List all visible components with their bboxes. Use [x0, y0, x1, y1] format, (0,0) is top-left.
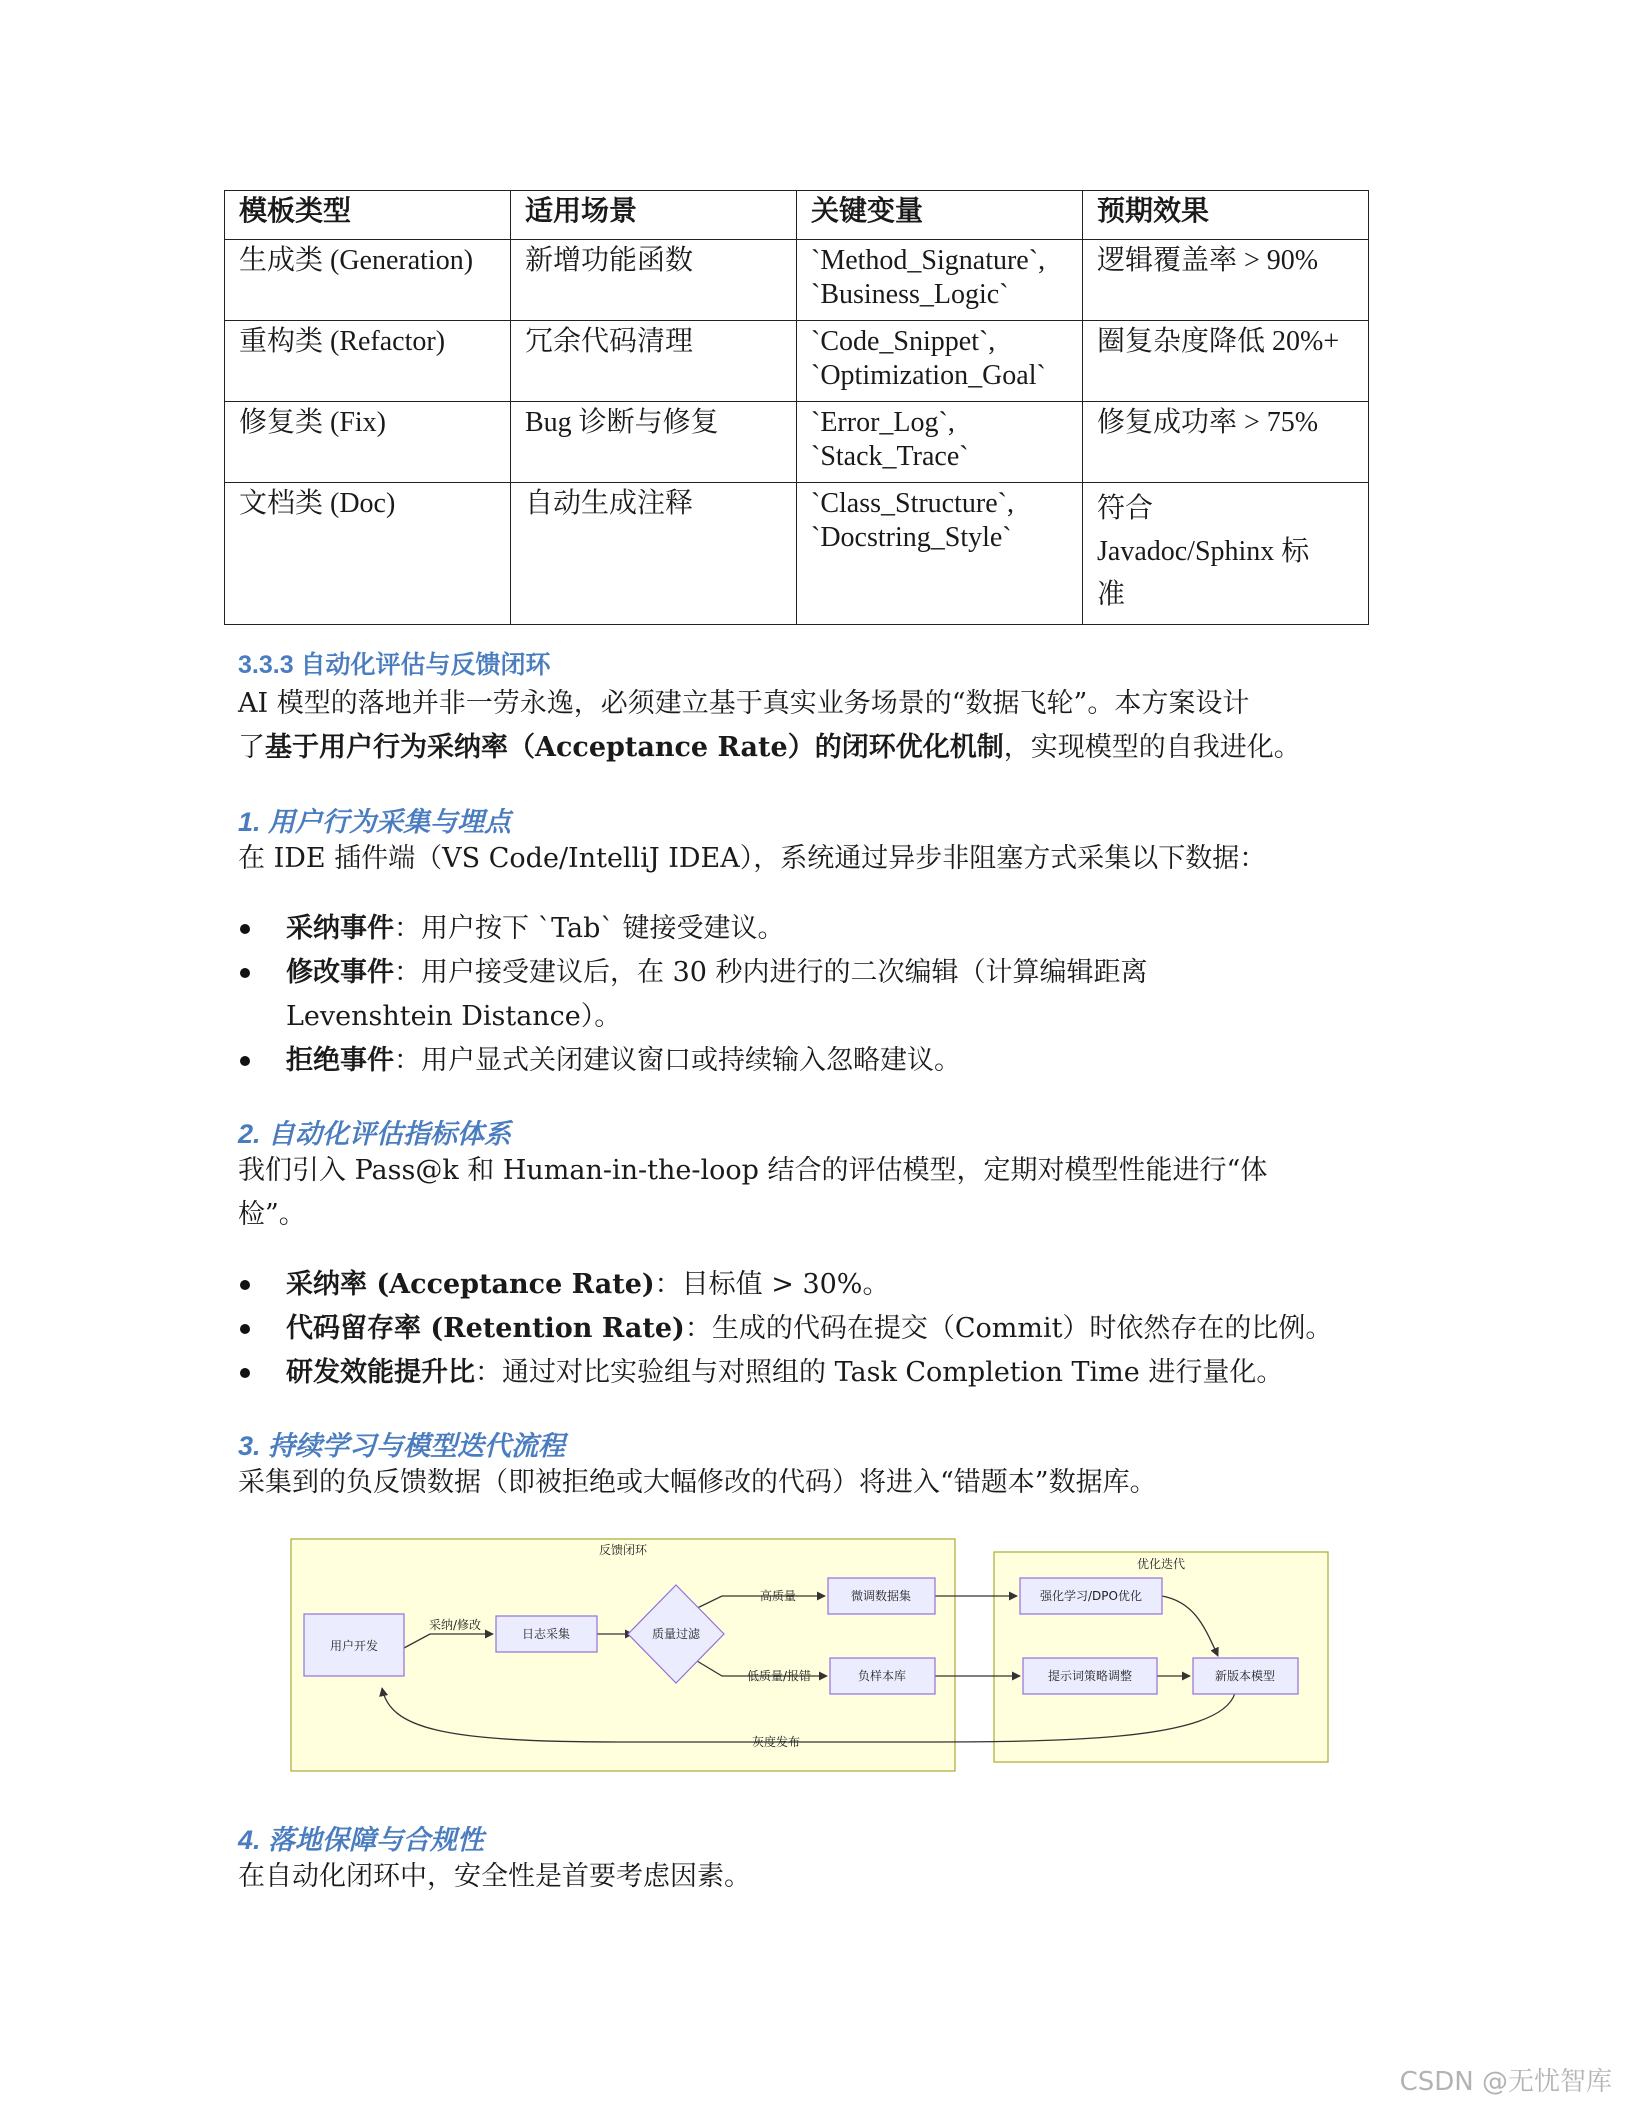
cell-var-line: `Docstring_Style` [811, 522, 1012, 553]
cell-vars [797, 240, 1083, 321]
list-item [238, 951, 1368, 1039]
bullet-dot [240, 1368, 250, 1378]
subheading-4: 4. 落地保障与合规性 [238, 1825, 485, 1855]
sub2-text [238, 1149, 1368, 1237]
bullet-label: 采纳事件 [286, 913, 394, 944]
edge-label-low-quality: 低质量/报错 [746, 1669, 812, 1683]
bullet-text: ：用户按下 `Tab` 键接受建议。 [394, 913, 785, 944]
table-row [225, 402, 1369, 483]
section-heading: 3.3.3 自动化评估与反馈闭环 [238, 651, 551, 679]
node-new-model-label: 新版本模型 [1214, 1669, 1276, 1683]
watermark: CSDN @无忧智库 [1399, 2067, 1612, 2097]
table-row [225, 240, 1369, 321]
cell-type: 修复类 (Fix) [225, 402, 511, 483]
cell-type: 生成类 (Generation) [225, 240, 511, 321]
header-scene: 适用场景 [511, 191, 797, 240]
cell-var-line: `Error_Log`, [811, 407, 955, 438]
group-feedback-loop-label: 反馈闭环 [598, 1543, 648, 1557]
cell-var-line: `Class_Structure`, [811, 488, 1014, 519]
bullet-text-cont: Levenshtein Distance）。 [286, 1001, 622, 1032]
section-intro [238, 682, 1368, 770]
table-row [225, 321, 1369, 402]
cell-var-line: `Stack_Trace` [811, 441, 969, 472]
sub2-bullet-list [238, 1263, 1368, 1395]
cell-effect [1083, 240, 1369, 321]
edge-label-accept-modify: 采纳/修改 [428, 1618, 482, 1632]
sub1-text: 在 IDE 插件端（VS Code/IntelliJ IDEA），系统通过异步非阻塞方式采集以下数据： [238, 843, 1267, 874]
intro-line [238, 726, 1368, 770]
node-log-collect-label: 日志采集 [521, 1627, 571, 1641]
cell-type: 文档类 (Doc) [225, 483, 511, 625]
group-optimization-label: 优化迭代 [1136, 1557, 1186, 1571]
cell-var-line: `Optimization_Goal` [811, 360, 1046, 391]
sub1-bullet-list [238, 907, 1368, 1083]
node-rl-dpo-label: 强化学习/DPO优化 [1040, 1589, 1142, 1603]
cell-effect-line: 修复成功率 > 75% [1097, 407, 1319, 438]
cell-scene: Bug 诊断与修复 [511, 402, 797, 483]
table-header-row [225, 191, 1369, 240]
cell-type: 重构类 (Refactor) [225, 321, 511, 402]
bullet-dot [240, 968, 250, 978]
bullet-text: ：用户接受建议后，在 30 秒内进行的二次编辑（计算编辑距离 [394, 957, 1148, 988]
table-row [225, 483, 1369, 625]
edge-label-high-quality: 高质量 [759, 1589, 797, 1603]
intro-text: ，实现模型的自我进化。 [1003, 732, 1301, 763]
cell-vars [797, 402, 1083, 483]
cell-effect [1083, 402, 1369, 483]
intro-text: 了 [238, 732, 265, 763]
node-prompt-tune-label: 提示词策略调整 [1047, 1669, 1133, 1683]
cell-effect-line: 符合 [1097, 493, 1154, 524]
intro-bold: 基于用户行为采纳率（Acceptance Rate）的闭环优化机制 [265, 732, 1004, 763]
bullet-label: 代码留存率 (Retention Rate) [286, 1313, 685, 1344]
header-template-type: 模板类型 [225, 191, 511, 240]
cell-vars [797, 321, 1083, 402]
subheading-1: 1. 用户行为采集与埋点 [238, 807, 512, 837]
list-item [238, 907, 1368, 951]
bullet-dot [240, 1056, 250, 1066]
sub2-text-line: 检”。 [238, 1199, 306, 1230]
template-table [224, 190, 1369, 625]
cell-scene: 新增功能函数 [511, 240, 797, 321]
bullet-dot [240, 924, 250, 934]
edge-label-gray-release: 灰度发布 [751, 1735, 801, 1749]
bullet-text: ：用户显式关闭建议窗口或持续输入忽略建议。 [394, 1045, 961, 1076]
feedback-loop-diagram [290, 1538, 1330, 1774]
cell-var-line: `Method_Signature`, [811, 245, 1046, 276]
header-expected-effect: 预期效果 [1083, 191, 1369, 240]
node-finetune-data-label: 微调数据集 [850, 1589, 912, 1603]
list-item [238, 1039, 1368, 1083]
header-key-vars: 关键变量 [797, 191, 1083, 240]
bullet-label: 研发效能提升比 [286, 1357, 475, 1388]
list-item [238, 1307, 1368, 1351]
cell-scene: 冗余代码清理 [511, 321, 797, 402]
list-item [238, 1263, 1368, 1307]
cell-effect-line: 准 [1097, 579, 1126, 610]
sub4-text: 在自动化闭环中，安全性是首要考虑因素。 [238, 1861, 751, 1892]
bullet-label: 采纳率 (Acceptance Rate) [286, 1269, 655, 1300]
bullet-label: 拒绝事件 [286, 1045, 394, 1076]
intro-line: AI 模型的落地并非一劳永逸，必须建立基于真实业务场景的“数据飞轮”。本方案设计 [238, 688, 1250, 719]
bullet-text: ：通过对比实验组与对照组的 Task Completion Time 进行量化。 [475, 1357, 1284, 1388]
bullet-text: ：目标值 > 30%。 [654, 1269, 890, 1300]
cell-effect [1083, 483, 1369, 625]
bullet-dot [240, 1280, 250, 1290]
cell-effect-line: 圈复杂度降低 20%+ [1097, 326, 1340, 357]
cell-vars [797, 483, 1083, 625]
cell-var-line: `Business_Logic` [811, 279, 1009, 310]
subheading-3: 3. 持续学习与模型迭代流程 [238, 1431, 566, 1461]
bullet-dot [240, 1324, 250, 1334]
cell-var-line: `Code_Snippet`, [811, 326, 996, 357]
list-item [238, 1351, 1368, 1395]
sub2-text-line: 我们引入 Pass@k 和 Human-in-the-loop 结合的评估模型，定期对模型性能进行“体 [238, 1155, 1268, 1186]
node-negative-db-label: 负样本库 [857, 1669, 907, 1683]
cell-effect-line: 逻辑覆盖率 > 90% [1097, 245, 1319, 276]
bullet-label: 修改事件 [286, 957, 394, 988]
cell-scene: 自动生成注释 [511, 483, 797, 625]
bullet-text: ：生成的代码在提交（Commit）时依然存在的比例。 [684, 1313, 1333, 1344]
sub3-text: 采集到的负反馈数据（即被拒绝或大幅修改的代码）将进入“错题本”数据库。 [238, 1467, 1157, 1498]
node-user-dev-label: 用户开发 [329, 1639, 379, 1653]
node-quality-filter-label: 质量过滤 [651, 1627, 701, 1641]
cell-effect [1083, 321, 1369, 402]
subheading-2: 2. 自动化评估指标体系 [238, 1119, 512, 1149]
cell-effect-line: Javadoc/Sphinx 标 [1097, 536, 1310, 567]
